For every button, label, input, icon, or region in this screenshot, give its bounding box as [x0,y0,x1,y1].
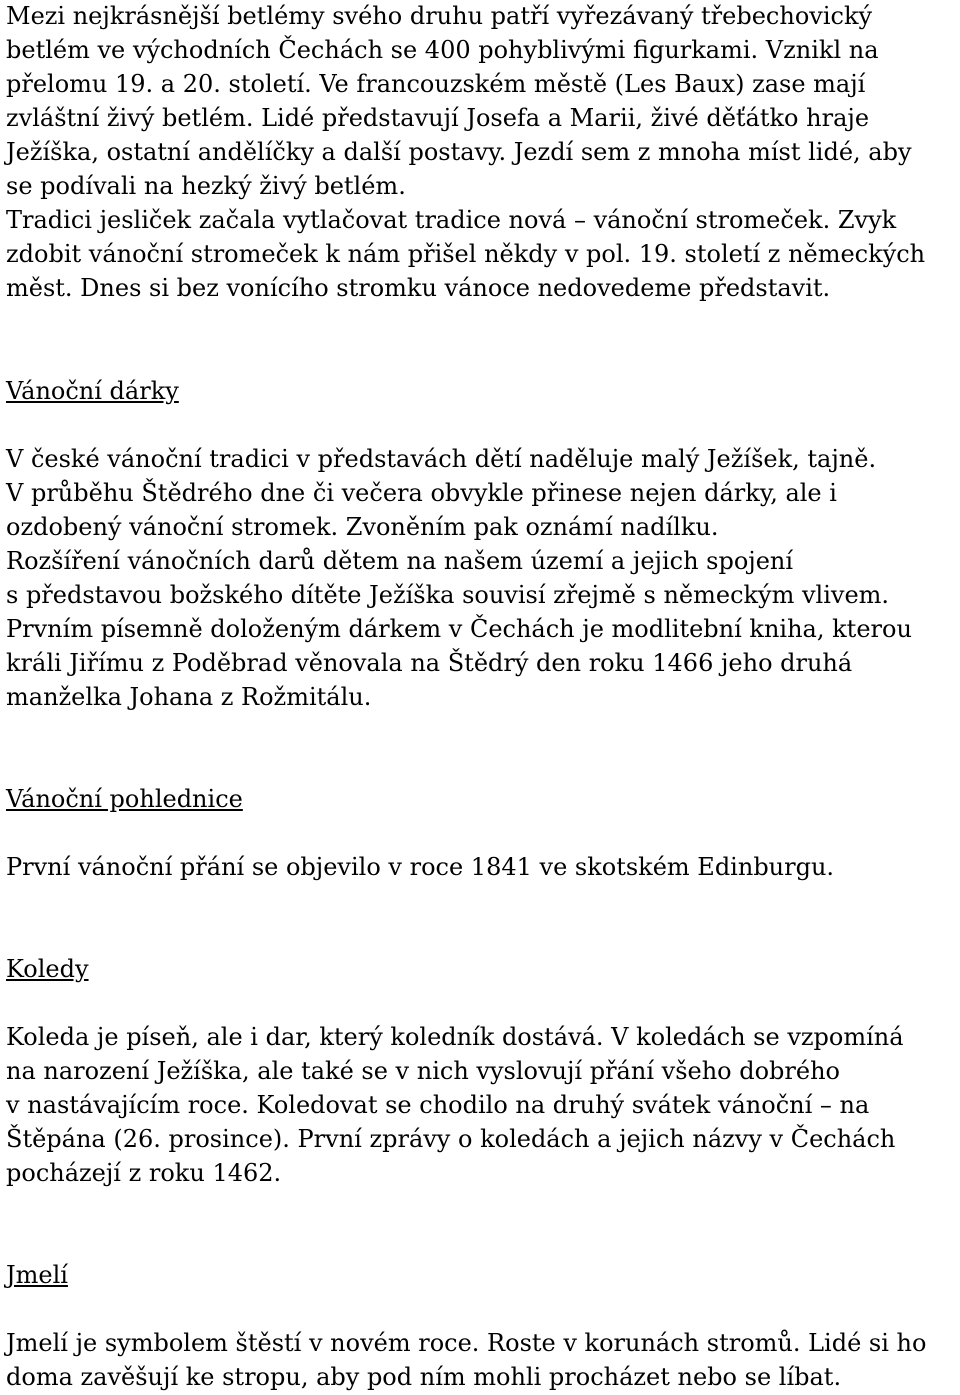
document-page [6,0,958,1394]
section-heading-vanocni-pohlednice: Vánoční pohlednice [6,785,243,813]
section-heading-jmeli: Jmelí [6,1261,68,1289]
section-paragraph-vanocni-pohlednice: První vánoční přání se objevilo v roce 1841 ve skotském Edinburgu. [6,853,835,881]
section-paragraph-vanocni-darky: V české vánoční tradici v představách dětí naděluje malý Ježíšek, tajně. V průběhu Štědrého dne či večera obvykle přinese nejen dárky, ale i ozdobený vánoční stromek. Zvoněním pak oznámí nadílku. Rozšíření vánočních darů dětem na našem území a jejich spojení s představou božského dítěte Ježíška souvisí zřejmě s německým vlivem. Prvním písemně doloženým dárkem v Čechách je modlitební kniha, kterou králi Jiřímu z Poděbrad věnovala na Štědrý den roku 1466 jeho druhá manželka Johana z Rožmitálu. [6,445,912,711]
section-paragraph-jmeli: Jmelí je symbolem štěstí v novém roce. Roste v korunách stromů. Lidé si ho doma zavěšují ke stropu, aby pod ním mohli procházet nebo se líbat. [6,1329,927,1391]
section-heading-koledy: Koledy [6,955,89,983]
section-paragraph-koledy: Koleda je píseň, ale i dar, který koledník dostává. V koledách se vzpomíná na narození Ježíška, ale také se v nich vyslovují přání všeho dobrého v nastávajícím roce. Koledovat se chodilo na druhý svátek vánoční – na Štěpána (26. prosince). První zprávy o koledách a jejich názvy v Čechách pocházejí z roku 1462. [6,1023,904,1187]
section-heading-vanocni-darky: Vánoční dárky [6,377,179,405]
intro-paragraph: Mezi nejkrásnější betlémy svého druhu patří vyřezávaný třebechovický betlém ve východních Čechách se 400 pohyblivými figurkami. Vznikl na přelomu 19. a 20. století. Ve francouzském městě (Les Baux) zase mají zvláštní živý betlém. Lidé představují Josefa a Marii, živé děťátko hraje Ježíška, ostatní andělíčky a další postavy. Jezdí sem z mnoha míst lidé, aby se podívali na hezký živý betlém. Tradici jesliček začala vytlačovat tradice nová – vánoční stromeček. Zvyk zdobit vánoční stromeček k nám přišel někdy v pol. 19. století z německých měst. Dnes si bez vonícího stromku vánoce nedovedeme představit. [6,2,926,302]
